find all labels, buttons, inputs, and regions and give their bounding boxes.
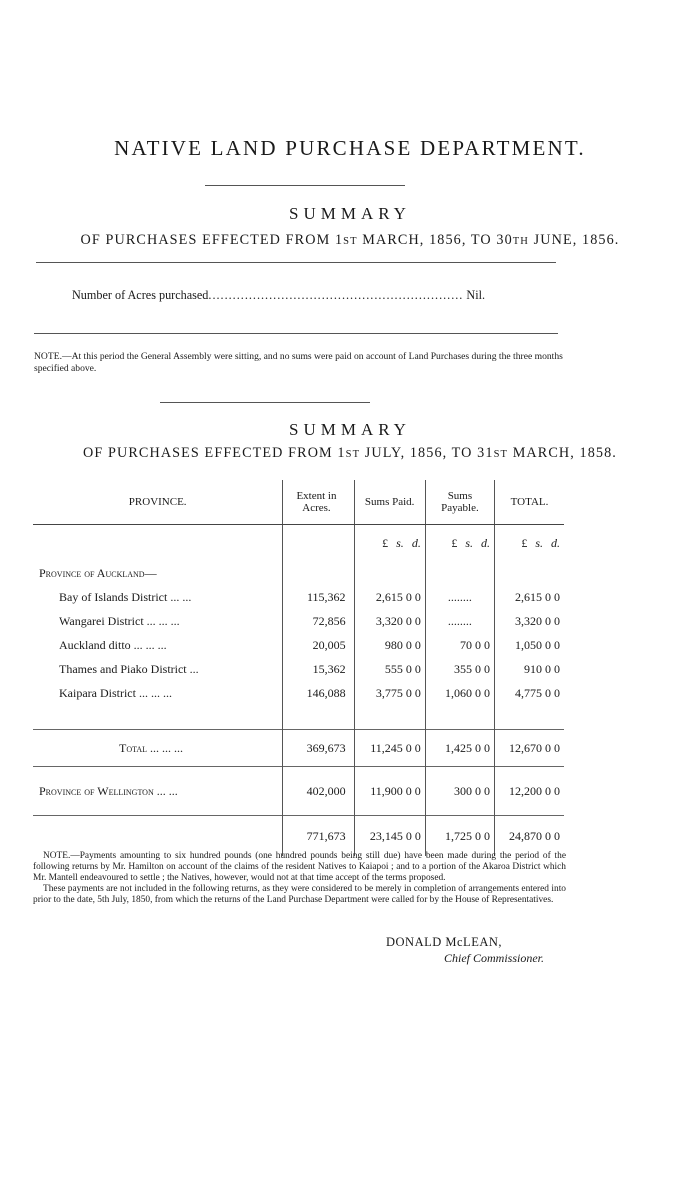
header-sums-paid: Sums Paid. [354,480,425,525]
summary-title-2: SUMMARY [289,420,411,439]
signature-title: Chief Commissioner. [444,951,545,965]
table-row: Bay of Islands District ... ... 115,362 2,615 0 0 ........ 2,615 0 0 [33,585,564,609]
acres-value: Nil. [466,288,486,302]
header-total: TOTAL. [495,480,564,525]
group-auckland-label: Province of Auckland— [39,565,157,580]
units-payable: £ s. d. [425,525,494,562]
grand-total-row: 771,673 23,145 0 0 1,725 0 0 24,870 0 0 [33,816,564,857]
units-total: £ s. d. [495,525,564,562]
note-general-assembly: NOTE.—At this period the General Assembly were sitting, and no sums were paid on account of Land Purchases during the three months specified above. [34,351,563,374]
department-heading: NATIVE LAND PURCHASE DEPARTMENT. [114,136,586,160]
divider [205,185,405,186]
group-row [33,561,564,585]
units-paid: £ s. d. [354,525,425,562]
divider [160,402,370,403]
spacer-row [33,705,564,730]
summary-title-1: SUMMARY [289,204,411,223]
subtotal-label: Total ... ... ... [33,730,283,767]
table-row: Wangarei District ... ... ... 72,856 3,320 0 0 ........ 3,320 0 0 [33,609,564,633]
acres-purchased-line: Number of Acres purchased............................................................... Nil. [72,288,486,302]
units-row [33,525,564,562]
divider [34,333,558,334]
summary-subtitle-1: OF PURCHASES EFFECTED FROM 1ST MARCH, 1856, TO 30TH JUNE, 1856. [80,232,620,248]
divider [36,262,556,263]
signature-name: DONALD McLEAN, [386,935,503,949]
table-row: Kaipara District ... ... ... 146,088 3,775 0 0 1,060 0 0 4,775 0 0 [33,681,564,705]
note-payments-para-2: These payments are not included in the following returns, as they were considered to be merely in completion of arrangements entered into prior to the date, 5th July, 1850, from which the returns of the Land Purchase Department were called for by the House of Representatives. [33,884,566,906]
wellington-label: Province of Wellington ... ... [33,767,283,816]
note-payments-para-1: NOTE.—Payments amounting to six hundred pounds (one hundred pounds being still due) have been made during the period of the following returns by Mr. Hamilton on account of the claims of the resident Natives to Kaiapoi ; and to a portion of the Akaroa District which Mr. Mantell endeavoured to settle ; the Natives, however, would not at that time accept of the terms proposed. [33,851,566,884]
header-extent: Extent in Acres. [283,480,354,525]
wellington-row: Province of Wellington ... ... 402,000 11,900 0 0 300 0 0 12,200 0 0 [33,767,564,816]
subtotal-row: Total ... ... ... 369,673 11,245 0 0 1,425 0 0 12,670 0 0 [33,730,564,767]
table-row: Auckland ditto ... ... ... 20,005 980 0 0 70 0 0 1,050 0 0 [33,633,564,657]
purchases-table [33,480,564,856]
header-sums-payable: Sums Payable. [425,480,494,525]
header-province: PROVINCE. [33,480,283,525]
note-payments [33,851,566,906]
table-header-row [33,480,564,525]
summary-subtitle-2: OF PURCHASES EFFECTED FROM 1ST JULY, 1856, TO 31ST MARCH, 1858. [83,445,617,461]
table-row: Thames and Piako District ... 15,362 555 0 0 355 0 0 910 0 0 [33,657,564,681]
